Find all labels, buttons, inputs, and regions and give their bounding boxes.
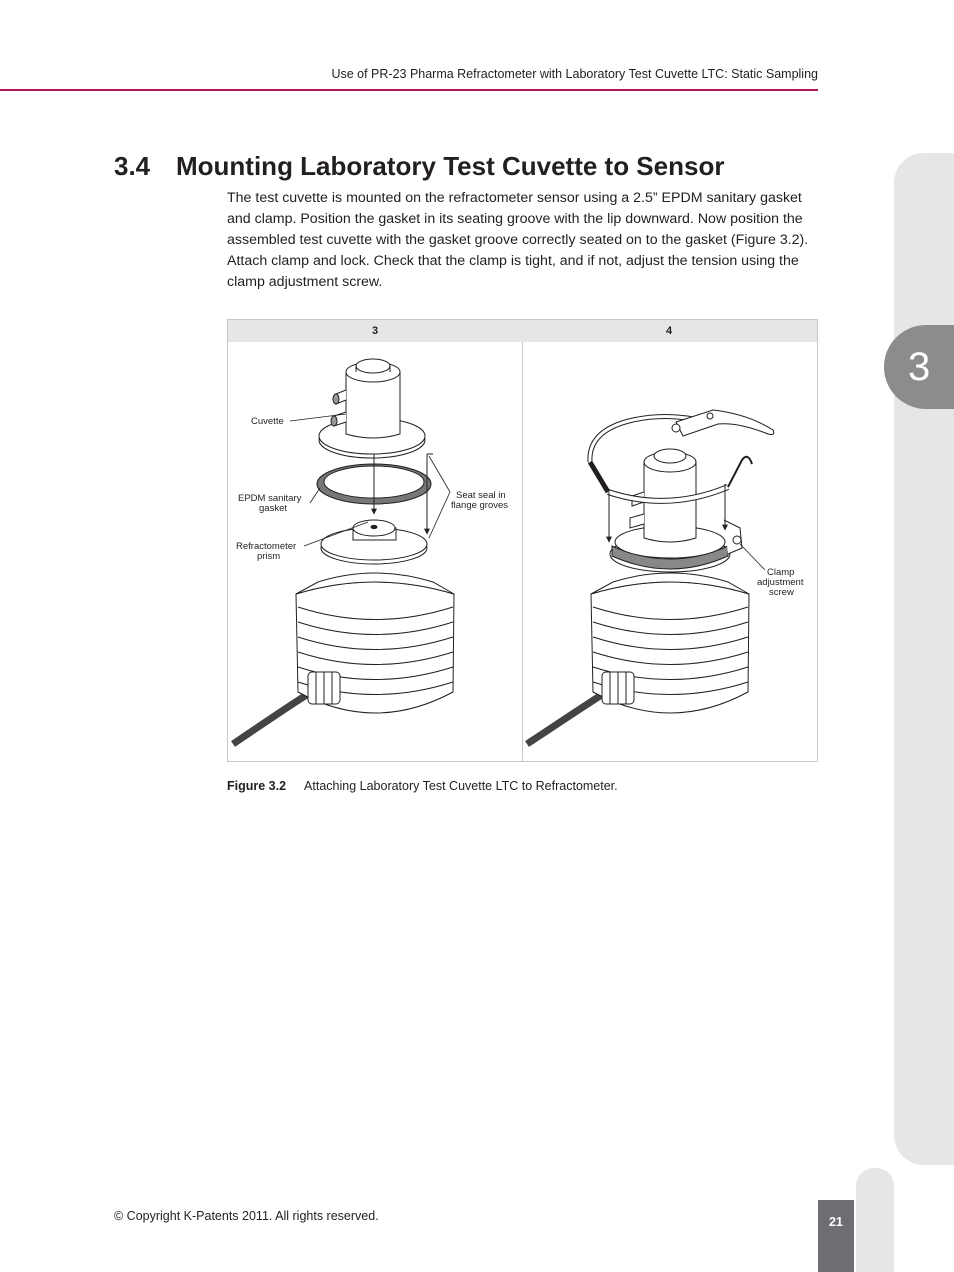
copyright-footer: © Copyright K-Patents 2011. All rights reserved. bbox=[114, 1209, 379, 1223]
side-strip-bottom bbox=[856, 1168, 894, 1272]
label-clamp-screw-3: screw bbox=[769, 587, 794, 598]
chapter-tab[interactable]: 3 bbox=[884, 325, 954, 409]
figure-caption-text: Attaching Laboratory Test Cuvette LTC to Refractometer. bbox=[304, 779, 618, 793]
column-label-4: 4 bbox=[666, 325, 673, 337]
label-prism-2: prism bbox=[257, 551, 281, 562]
figure-column-header bbox=[228, 320, 817, 342]
running-header: Use of PR-23 Pharma Refractometer with Laboratory Test Cuvette LTC: Static Sampling bbox=[331, 67, 818, 81]
side-tab-strip bbox=[894, 153, 954, 1165]
figure-caption-label: Figure 3.2 bbox=[227, 779, 287, 793]
leader-lines-4 bbox=[740, 544, 765, 570]
section-title: Mounting Laboratory Test Cuvette to Sensor bbox=[176, 151, 725, 181]
label-seat-seal: Seat seal in bbox=[456, 490, 506, 501]
label-gasket: EPDM sanitary bbox=[238, 493, 302, 504]
header-rule bbox=[0, 89, 818, 91]
page-number: 21 bbox=[818, 1200, 854, 1272]
sensor-assembled-view bbox=[527, 410, 774, 744]
label-prism: Refractometer bbox=[236, 541, 297, 552]
label-clamp-screw-2: adjustment bbox=[757, 577, 804, 588]
label-seat-seal-2: flange groves bbox=[451, 500, 509, 511]
label-gasket-2: gasket bbox=[259, 503, 287, 514]
figure-caption bbox=[227, 779, 618, 793]
label-clamp-screw: Clamp bbox=[767, 567, 795, 578]
column-label-3: 3 bbox=[372, 325, 379, 337]
section-number: 3.4 bbox=[114, 151, 151, 181]
label-cuvette: Cuvette bbox=[251, 416, 284, 427]
figure-3-2 bbox=[227, 319, 818, 762]
section-heading bbox=[114, 151, 724, 182]
body-paragraph: The test cuvette is mounted on the refractometer sensor using a 2.5” EPDM sanitary gasket and clamp. Position the gasket in its seating groove with the lip downward. Now position the assembled test cuvette with the gasket groove correctly seated on to the gasket (Figure 3.2). Attach clamp and lock. Check that the clamp is tight, and if not, adjust the tension using the clamp adjustment screw. bbox=[227, 190, 809, 290]
mounting-illustration bbox=[228, 342, 817, 762]
